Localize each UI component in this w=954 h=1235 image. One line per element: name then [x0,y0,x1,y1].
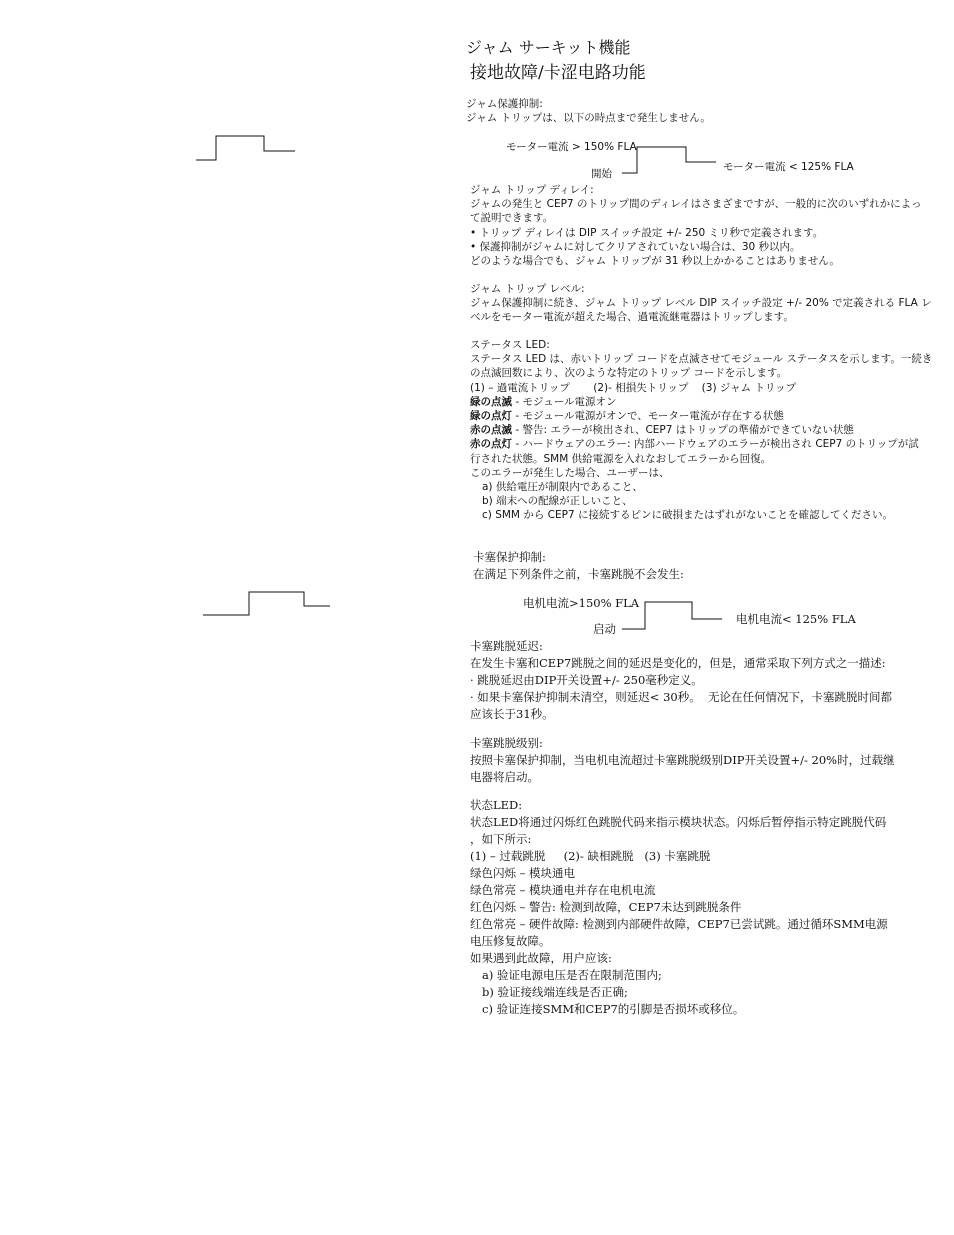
jp-delay-line: どのような場合でも、ジャム トリップが 31 秒以上かかることはありません。 [470,255,840,268]
jp-led-item: b) 端末への配線が正しいこと、 [482,495,633,508]
cn-led-heading: 状态LED: [470,798,523,812]
jp-diagram-high-label: モーター電流 > 150% FLA [506,141,637,153]
jp-led-state-text: - モジュール電源オン [512,395,617,408]
cn-led-line: 红色常亮 – 硬件故障: 检测到内部硬件故障，CEP7已尝试跳。通过循环SMM电源 [470,917,888,931]
cn-led-line: 绿色常亮 – 模块通电并存在电机电流 [470,883,656,897]
cn-led-item: c) 验证连接SMM和CEP7的引脚是否损坏或移位。 [482,1002,745,1016]
cn-level-line: 电器将启动。 [470,770,539,784]
jp-led-state-label: 緑の点滅 [470,395,512,408]
jp-led-intro: ステータス LED は、赤いトリップ コードを点滅させてモジュール ステータスを示します。一続き [470,353,933,366]
cn-diagram-high-label: 电机电流>150% FLA [523,596,640,610]
jp-led-intro: の点滅回数により、次のような特定のトリップ コードを示します。 [470,367,788,380]
jp-led-state [470,395,920,409]
page-title-cn: 接地故障/卡涩电路功能 [470,63,646,83]
jp-level-block [470,282,932,325]
jp-led-state [470,423,920,437]
cn-led-item: b) 验证接线端连线是否正确; [482,985,628,999]
cn-suppress-text: 在满足下列条件之前，卡塞跳脱不会发生: [473,567,684,581]
cn-led-line: 电压修复故障。 [470,934,551,948]
jp-delay-line: • 保護抑制がジャムに対してクリアされていない場合は、30 秒以内。 [470,240,801,253]
jp-led-state-text: - 警告: エラーが検出され、CEP7 はトリップの準備ができていない状態 [512,424,854,437]
jp-led-state-text: - モジュール電源がオンで、モーター電流が存在する状態 [512,410,784,423]
cn-led-block [470,797,920,1018]
jp-led-item: a) 供給電圧が制限内であること、 [482,481,643,494]
jp-level-heading: ジャム トリップ レベル: [470,283,585,295]
jp-led-state-cont: 行された状態。SMM 供給電源を入れなおしてエラーから回復。 [470,452,772,465]
jp-led-state-label: 赤の点滅 [470,424,512,437]
cn-delay-line: · 如果卡塞保护抑制未清空，则延迟< 30秒。 无论在任何情况下，卡塞跳脱时间都 [470,690,893,704]
jp-led-action: このエラーが発生した場合、ユーザーは、 [470,466,670,479]
left-waveform-cn-line [203,592,330,615]
jp-led-codes: (1) – 過電流トリップ (2)- 相損失トリップ (3) ジャム トリップ [470,381,797,394]
jp-delay-block [470,183,920,268]
jp-delay-line: て説明できます。 [470,212,554,225]
cn-led-line: 绿色闪烁 – 模块通电 [470,866,576,880]
cn-level-line: 按照卡塞保护抑制，当电机电流超过卡塞跳脱级别DIP开关设置+/- 20%时，过载继 [470,753,895,767]
jp-level-line: ジャム保護抑制に続き、ジャム トリップ レベル DIP スイッチ設定 +/- 20% で定義される FLA レ [470,297,932,310]
cn-led-item: a) 验证电源电压是否在限制范围内; [482,968,662,982]
cn-delay-heading: 卡塞跳脱延迟: [470,639,543,653]
cn-suppress-block [473,549,923,583]
jp-led-heading: ステータス LED: [470,339,550,351]
jp-led-block [470,338,933,523]
cn-diagram-low-label: 电机电流< 125% FLA [736,612,856,626]
jp-led-state [470,437,920,451]
cn-led-line: 如果遇到此故障，用户应该: [470,951,612,965]
jp-led-state-label: 赤の点灯 [470,438,512,451]
jp-led-state [470,409,920,423]
page-title-jp: ジャム サーキット機能 [466,38,631,57]
cn-delay-line: · 跳脱延迟由DIP开关设置+/- 250毫秒定义。 [470,673,703,687]
cn-led-line: 状态LED将通过闪烁红色跳脱代码来指示模块状态。闪烁后暂停指示特定跳脱代码 [470,815,887,829]
cn-led-line: ，如下所示: [470,832,532,846]
cn-suppress-heading: 卡塞保护抑制: [473,550,546,564]
cn-delay-line: 在发生卡塞和CEP7跳脱之间的延迟是变化的，但是，通常采取下列方式之一描述: [470,656,886,670]
jp-suppress-heading: ジャム保護抑制: [466,98,543,110]
jp-led-item: c) SMM から CEP7 に接続するピンに破損またはずれがないことを確認してください。 [482,509,893,522]
jp-suppress-text: ジャム トリップは、以下の時点まで発生しません。 [466,112,711,125]
jp-diagram-low-label: モーター電流 < 125% FLA [723,161,854,173]
jp-level-line: ベルをモーター電流が超えた場合、過電流継電器はトリップします。 [470,311,794,324]
jp-suppress-block [466,97,916,125]
cn-level-block [470,735,920,786]
left-waveform-jp-line [196,136,295,160]
jp-led-state-text: - ハードウェアのエラー: 内部ハードウェアのエラーが検出され CEP7 のトリップが試 [512,438,919,451]
jp-delay-line: • トリップ ディレイは DIP スイッチ設定 +/- 250 ミリ秒で定義されます。 [470,226,824,239]
jp-delay-heading: ジャム トリップ ディレイ: [470,184,594,196]
cn-delay-block [470,638,920,723]
jp-delay-line: ジャムの発生と CEP7 のトリップ間のディレイはさまざまですが、一般的に次のいずれかによっ [470,198,922,211]
cn-level-heading: 卡塞跳脱级别: [470,736,543,750]
cn-diagram-start-label: 启动 [593,622,616,636]
jp-led-state-label: 緑の点灯 [470,410,512,423]
cn-delay-line: 应该长于31秒。 [470,707,554,721]
cn-led-line: 红色闪烁 – 警告: 检测到故障，CEP7未达到跳脱条件 [470,900,742,914]
cn-led-line: (1) – 过载跳脱 (2)- 缺相跳脱 (3) 卡塞跳脱 [470,849,711,863]
jp-diagram-start-label: 開始 [591,168,612,180]
